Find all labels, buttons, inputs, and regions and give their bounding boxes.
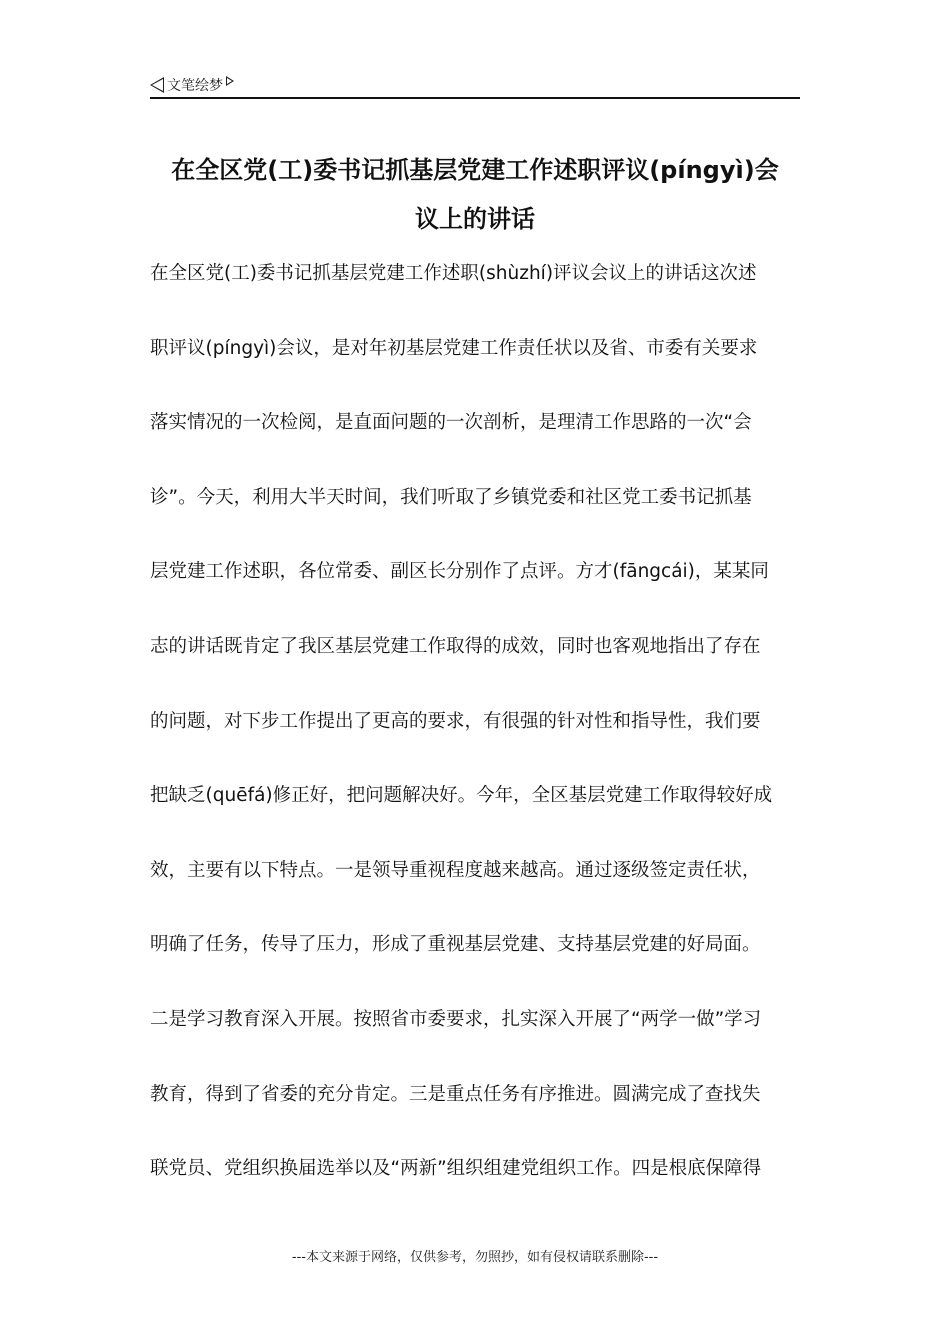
body-line: 把缺乏(quēfá)修正好，把问题解决好。今年，全区基层党建工作取得较好成 — [150, 785, 773, 807]
title-line: 议上的讲话 — [415, 205, 535, 233]
body-line: 诊”。今天，利用大半天时间，我们听取了乡镇党委和社区党工委书记抓基 — [150, 486, 752, 508]
body-line: 效，主要有以下特点。一是领导重视程度越来越高。通过逐级签定责任状， — [150, 859, 761, 881]
header-rule — [150, 97, 800, 99]
body-line: 二是学习教育深入开展。按照省市委要求，扎实深入开展了“两学一做”学习 — [150, 1008, 762, 1030]
body-line: 的问题，对下步工作提出了更高的要求，有很强的针对性和指导性，我们要 — [150, 710, 761, 732]
page-header — [150, 74, 234, 96]
page-footer: ---本文来源于网络，仅供参考，勿照抄，如有侵权请联系删除--- — [291, 1250, 659, 1265]
body-line: 在全区党(工)委书记抓基层党建工作述职(shùzhí)评议会议上的讲话这次述 — [150, 263, 757, 284]
body-line: 教育，得到了省委的充分肯定。三是重点任务有序推进。圆满完成了查找失 — [150, 1083, 761, 1105]
body-line: 职评议(píngyì)会议，是对年初基层党建工作责任状以及省、市委有关要求 — [150, 337, 758, 359]
body-line: 志的讲话既肯定了我区基层党建工作取得的成效，同时也客观地指出了存在 — [150, 635, 761, 657]
document-body — [150, 252, 800, 1222]
header-text: 文笔绘梦 — [167, 78, 223, 94]
body-line: 层党建工作述职，各位常委、副区长分别作了点评。方才(fāngcái)，某某同 — [150, 561, 769, 583]
body-line: 联党员、党组织换届选举以及“两新”组织组建党组织工作。四是根底保障得 — [150, 1158, 762, 1180]
document-title — [150, 146, 800, 244]
body-line: 明确了任务，传导了压力，形成了重视基层党建、支持基层党建的好局面。 — [150, 934, 761, 956]
left-triangle-icon — [150, 77, 164, 93]
body-line: 落实情况的一次检阅，是直面问题的一次剖析，是理清工作思路的一次“会 — [150, 412, 752, 434]
right-triangle-icon — [226, 76, 234, 86]
title-line: 在全区党(工)委书记抓基层党建工作述职评议(píngyì)会 — [171, 156, 779, 184]
